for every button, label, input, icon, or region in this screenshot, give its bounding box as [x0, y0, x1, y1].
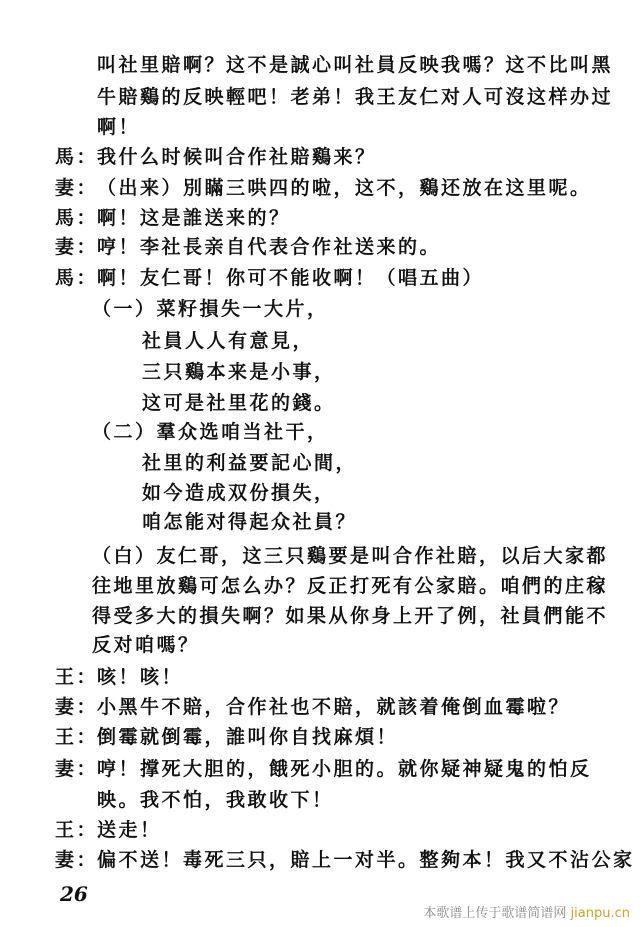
line-text: 哼！李社長亲自代表合作社送来的。 [97, 236, 442, 258]
line-text: 送走！ [97, 819, 162, 841]
watermark [423, 902, 630, 921]
line-text: 倒霉就倒霉，誰叫你自找麻煩！ [97, 726, 399, 748]
speaker-label: 馬： [55, 146, 99, 168]
line-text: 如今造成双份損失， [142, 482, 336, 504]
line-text: 啊！这是誰送来的？ [97, 207, 291, 229]
speaker-label: 馬： [55, 267, 99, 289]
watermark-site: jianpu.cn [570, 906, 630, 921]
line-text: 咳！咳！ [97, 666, 184, 688]
speaker-label: 妻： [55, 696, 99, 718]
line-text: 小黑牛不賠，合作社也不賠，就該着俺倒血霉啦？ [97, 696, 571, 718]
line-text: 三只鷄本来是小事， [142, 361, 336, 383]
line-text: 社里的利益要記心間， [142, 452, 358, 474]
speaker-label: 王： [55, 666, 99, 688]
line-text: 往地里放鷄可怎么办？反正打死有公家賠。咱們的庄稼 [92, 575, 609, 597]
watermark-text: 本歌谱上传于歌谱简谱网 [423, 906, 567, 921]
line-text: （二）羣众选咱当社干， [92, 421, 329, 443]
line-text: 啊！友仁哥！你可不能收啊！（唱五曲） [97, 267, 485, 289]
speaker-label: 妻： [55, 236, 99, 258]
line-text: 啊！ [97, 116, 141, 138]
speaker-label: 妻： [55, 758, 99, 780]
line-text: 哼！撑死大胆的，餓死小胆的。就你疑神疑鬼的怕反 [97, 758, 592, 780]
line-text: 社員人人有意見， [142, 330, 315, 352]
line-text: （一）菜籽損失一大片， [92, 298, 329, 320]
line-text: 这可是社里花的錢。 [142, 392, 336, 414]
line-text: （出来）別瞞三哄四的啦，这不，鷄还放在这里呢。 [97, 177, 592, 199]
page-number: 26 [60, 882, 88, 906]
speaker-label: 妻： [55, 849, 99, 871]
line-text: 叫社里賠啊？这不是誠心叫社員反映我嗎？这不比叫黑 [97, 54, 614, 76]
line-text: （白）友仁哥，这三只鷄要是叫合作社賠，以后大家都 [92, 545, 609, 567]
line-text: 映。我不怕，我敢收下！ [97, 789, 334, 811]
line-text: 咱怎能对得起众社員？ [142, 511, 358, 533]
line-text: 反对咱嗎？ [92, 634, 200, 656]
speaker-label: 王： [55, 726, 99, 748]
line-text: 牛賠鷄的反映輕吧！老弟！我王友仁对人可沒这样办过 [97, 86, 614, 108]
line-text: 得受多大的損失啊？如果从你身上开了例，社員們能不 [92, 605, 609, 627]
speaker-label: 妻： [55, 177, 99, 199]
speaker-label: 王： [55, 819, 99, 841]
line-text: 我什么时候叫合作社賠鷄来？ [97, 146, 377, 168]
line-text: 偏不送！毒死三只，賠上一对半。整夠本！我又不沾公家 [97, 849, 635, 871]
speaker-label: 馬： [55, 207, 99, 229]
